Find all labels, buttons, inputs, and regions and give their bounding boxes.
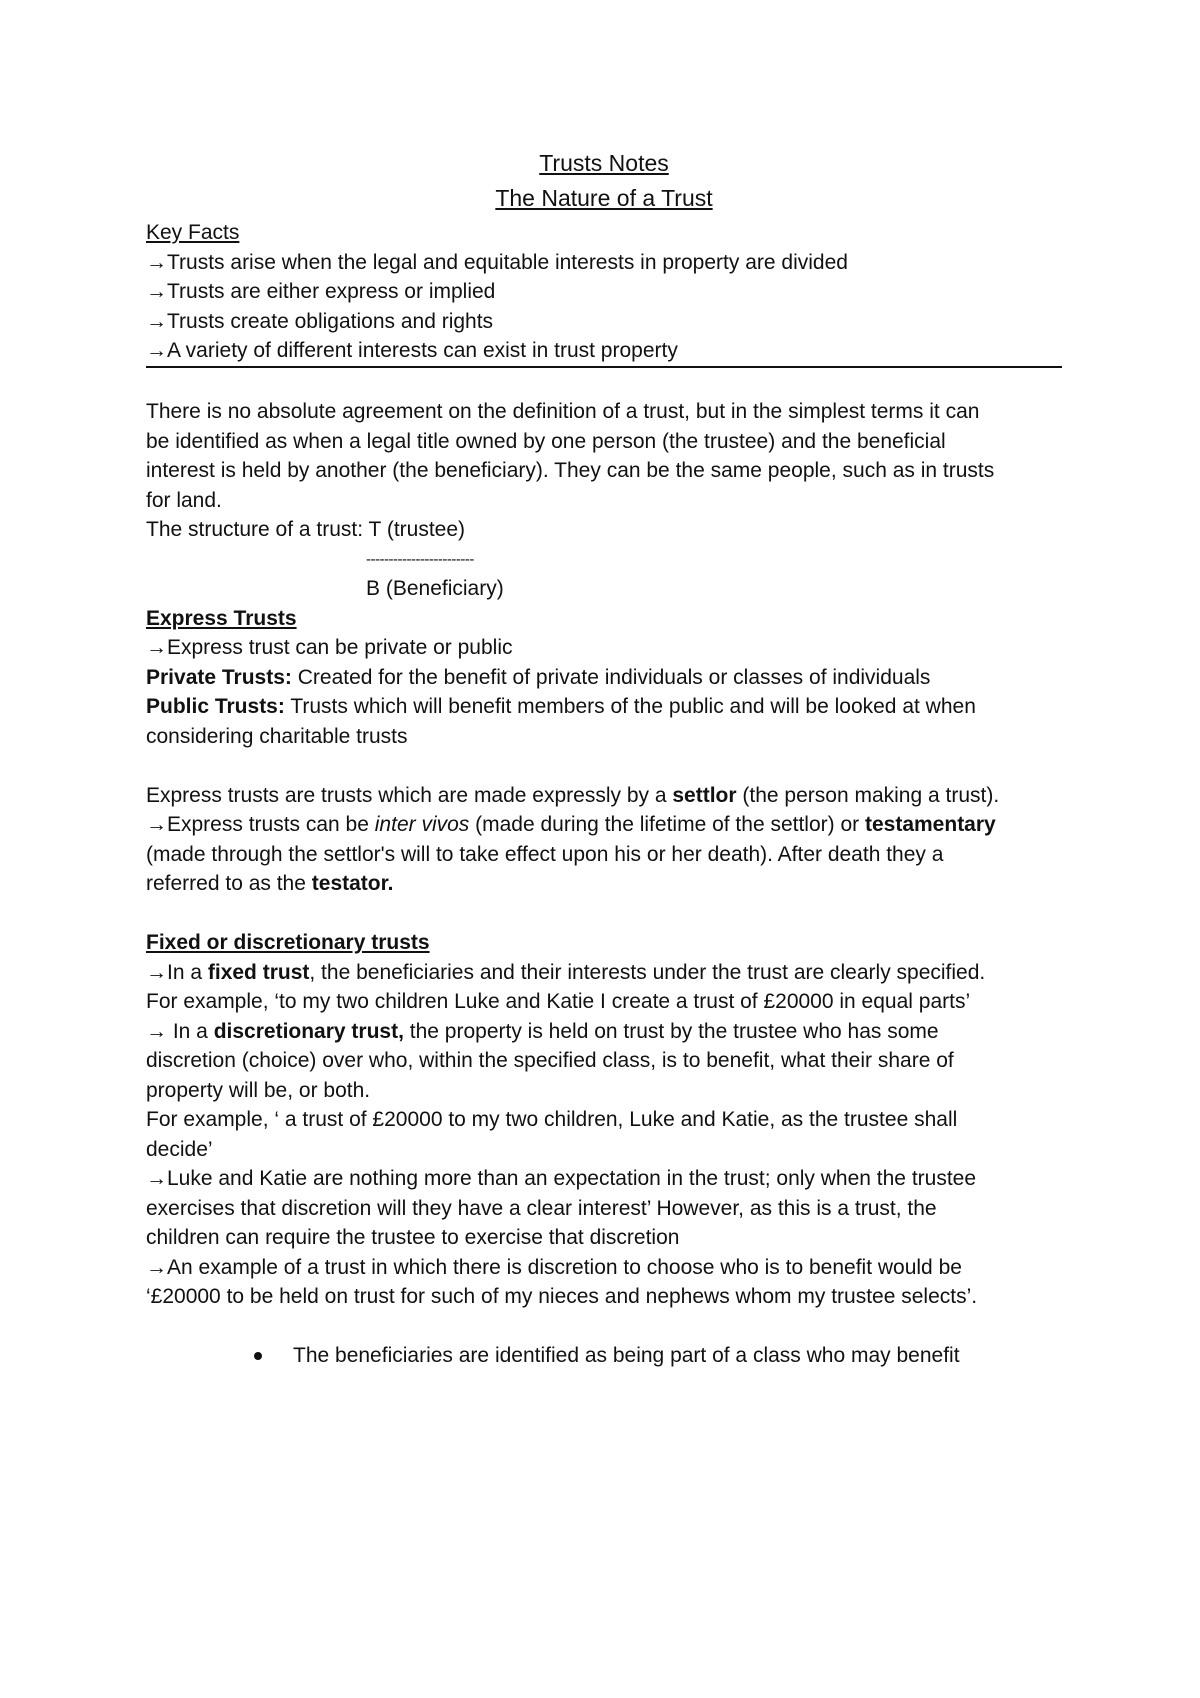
fixed-line: property will be, or both. [146, 1078, 371, 1102]
fixed-line: →An example of a trust in which there is discretion to choose who is to benefit would be [146, 1255, 962, 1279]
key-fact-item: →Trusts are either express or implied [146, 280, 496, 303]
bullet-icon [254, 1352, 262, 1360]
public-trusts-line: Public Trusts: Trusts which will benefit members of the public and will be looked at when [146, 695, 976, 718]
fixed-trust-term: fixed trust [207, 960, 310, 984]
arrow-icon: → [146, 813, 167, 836]
arrow-icon: → [146, 636, 167, 659]
fixed-discretionary-heading: Fixed or discretionary trusts [146, 931, 430, 954]
fixed-line: →In a fixed trust, the beneficiaries and their interests under the trust are clearly specified. [146, 960, 986, 984]
key-facts-heading: Key Facts [146, 221, 240, 244]
key-fact-item: →Trusts arise when the legal and equitable interests in property are divided [146, 250, 848, 274]
arrow-icon: → [146, 960, 167, 984]
express-paragraph: →Express trusts can be inter vivos (made during the lifetime of the settlor) or testamentary [146, 813, 996, 836]
document-page [146, 0, 1062, 1371]
arrow-icon: → [146, 1019, 167, 1043]
intro-line: be identified as when a legal title owned by one person (the trustee) and the beneficial [146, 429, 946, 453]
intro-line: interest is held by another (the beneficiary). They can be the same people, such as in trusts [146, 459, 995, 482]
arrow-icon: → [146, 309, 167, 333]
trust-structure-beneficiary: B (Beneficiary) [366, 577, 504, 600]
fixed-line: discretion (choice) over who, within the specified class, is to benefit, what their share of [146, 1049, 954, 1072]
fixed-line: → In a discretionary trust, the property is held on trust by the trustee who has some [146, 1019, 939, 1043]
arrow-icon: → [146, 339, 167, 362]
testator-term: testator. [311, 872, 394, 895]
fixed-line: →Luke and Katie are nothing more than an expectation in the trust; only when the trustee [146, 1167, 977, 1190]
inter-vivos-term: inter vivos [374, 813, 470, 836]
fixed-line: ‘£20000 to be held on trust for such of my nieces and nephews whom my trustee selects’. [146, 1285, 978, 1308]
fixed-line: For example, ‘ a trust of £20000 to my two children, Luke and Katie, as the trustee shall [146, 1108, 958, 1131]
fixed-line: children can require the trustee to exercise that discretion [146, 1226, 680, 1249]
bullet-item: The beneficiaries are identified as being part of a class who may benefit [146, 1341, 1062, 1371]
private-trusts-label: Private Trusts: [146, 665, 292, 689]
arrow-icon: → [146, 250, 167, 274]
key-fact-item: →A variety of different interests can exist in trust property [146, 339, 678, 362]
public-trusts-line-cont: considering charitable trusts [146, 724, 408, 748]
express-paragraph: referred to as the testator. [146, 872, 394, 895]
trust-structure-divider: ------------------------ [366, 550, 474, 568]
arrow-icon: → [146, 1255, 167, 1279]
key-fact-item: →Trusts create obligations and rights [146, 309, 494, 333]
fixed-line: decide’ [146, 1137, 213, 1161]
fixed-line: For example, ‘to my two children Luke and Katie I create a trust of £20000 in equal parts’ [146, 990, 971, 1013]
express-paragraph: (made through the settlor's will to take effect upon his or her death). After death they a [146, 842, 944, 866]
intro-line: for land. [146, 488, 222, 512]
fixed-line: exercises that discretion will they have a clear interest’ However, as this is a trust, the [146, 1196, 937, 1220]
intro-line: There is no absolute agreement on the definition of a trust, but in the simplest terms it can [146, 400, 980, 423]
express-paragraph: Express trusts are trusts which are made expressly by a settlor (the person making a trust). [146, 783, 1000, 807]
arrow-icon: → [146, 1167, 167, 1190]
public-trusts-label: Public Trusts: [146, 695, 285, 718]
settlor-term: settlor [672, 783, 737, 807]
document-title: Trusts Notes [539, 150, 669, 176]
discretionary-trust-term: discretionary trust, [213, 1019, 404, 1043]
document-subtitle: The Nature of a Trust [495, 185, 713, 211]
private-trusts-line: Private Trusts: Created for the benefit of private individuals or classes of individuals [146, 665, 931, 689]
testamentary-term: testamentary [864, 813, 996, 836]
trust-structure-label: The structure of a trust: T (trustee) [146, 518, 466, 541]
express-trusts-heading: Express Trusts [146, 606, 297, 630]
arrow-icon: → [146, 280, 167, 303]
express-point: →Express trust can be private or public [146, 636, 513, 659]
